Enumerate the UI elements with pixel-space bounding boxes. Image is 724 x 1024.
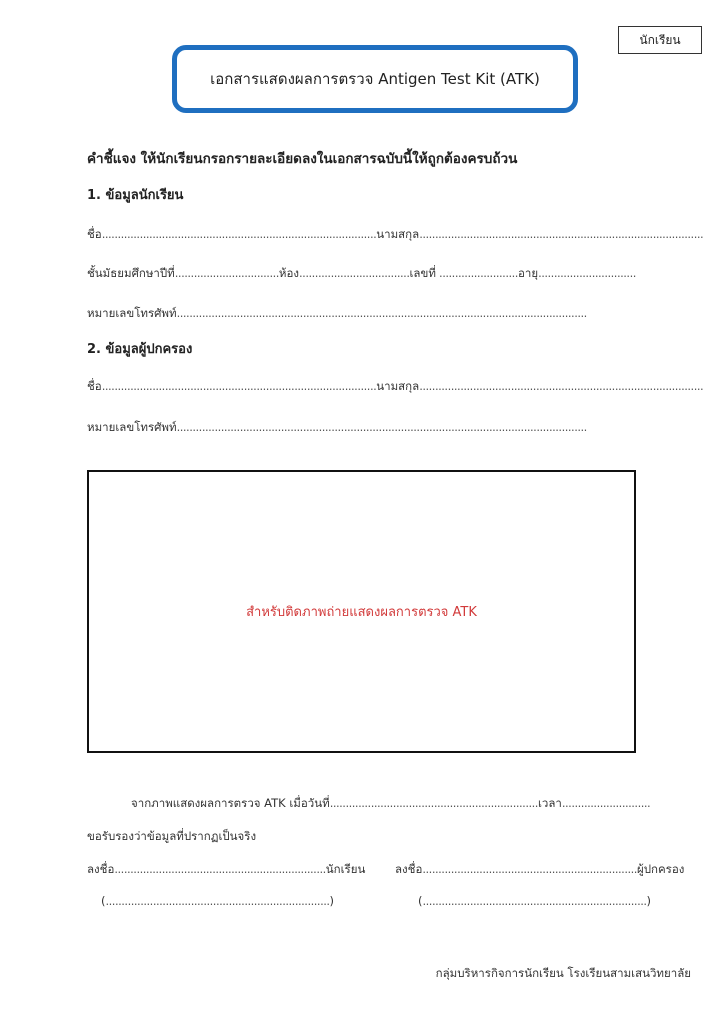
guardian-signature-row — [395, 861, 684, 879]
guardian-phone-row — [87, 419, 587, 437]
guardian-name-field[interactable]: ....................................................................................... — [101, 379, 377, 393]
student-paren-close: ) — [329, 894, 335, 908]
test-time-label: เวลา — [537, 796, 562, 810]
guardian-name-label: ชื่อ — [87, 379, 102, 393]
guardian-paren-open: ( — [418, 894, 423, 908]
test-time-field[interactable]: ............................ — [561, 796, 651, 810]
guardian-surname-field[interactable]: .......................................................................................... — [419, 379, 704, 393]
guardian-role-label: ผู้ปกครอง — [636, 862, 685, 876]
guardian-paren-close: ) — [646, 894, 652, 908]
test-date-label: จากภาพแสดงผลการตรวจ ATK เมื่อวันที่ — [131, 796, 330, 810]
guardian-section-heading: 2. ข้อมูลผู้ปกครอง — [87, 342, 193, 357]
guardian-printed-name-field[interactable]: ....................................................................... — [422, 894, 647, 908]
student-signature-row — [87, 861, 365, 879]
guardian-signature-field[interactable]: .................................................................... — [422, 862, 637, 876]
student-signature-field[interactable]: ................................................................... — [114, 862, 326, 876]
test-date-field[interactable]: .................................................................. — [329, 796, 538, 810]
instruction-text: คำชี้แจง ให้นักเรียนกรอกรายละเอียดลงในเอกสารฉบับนี้ให้ถูกต้องครบถ้วน — [87, 151, 518, 167]
student-paren-open: ( — [101, 894, 106, 908]
student-surname-label: นามสกุล — [376, 227, 420, 241]
student-printed-name-field[interactable]: ....................................................................... — [105, 894, 330, 908]
guardian-phone-field[interactable]: .................................................................................................................................. — [176, 420, 587, 434]
student-grade-field[interactable]: ................................. — [174, 266, 279, 280]
certification-statement: ขอรับรองว่าข้อมูลที่ปรากฏเป็นจริง — [87, 829, 257, 843]
guardian-surname-label: นามสกุล — [376, 379, 420, 393]
guardian-printed-name-row — [418, 894, 651, 908]
student-surname-field[interactable]: .......................................................................................... — [419, 227, 704, 241]
student-name-row — [87, 226, 703, 244]
document-title-box — [172, 45, 578, 113]
student-printed-name-row — [101, 894, 334, 908]
atk-photo-label: สำหรับติดภาพถ่ายแสดงผลการตรวจ ATK — [246, 605, 477, 620]
student-phone-row — [87, 305, 587, 323]
student-copy-tag: นักเรียน — [618, 26, 702, 54]
student-name-field[interactable]: ....................................................................................... — [101, 227, 377, 241]
student-age-field[interactable]: ............................... — [538, 266, 636, 280]
student-sign-label: ลงชื่อ — [87, 862, 115, 876]
student-name-label: ชื่อ — [87, 227, 102, 241]
student-grade-label: ชั้นมัธยมศึกษาปีที่ — [87, 266, 175, 280]
guardian-name-row — [87, 378, 703, 396]
student-age-label: อายุ — [517, 266, 539, 280]
student-role-label: นักเรียน — [325, 862, 366, 876]
guardian-phone-label: หมายเลขโทรศัพท์ — [87, 420, 177, 434]
student-number-label: เลขที่ — [409, 266, 436, 280]
student-room-label: ห้อง — [278, 266, 300, 280]
student-room-field[interactable]: ................................... — [299, 266, 410, 280]
test-date-row — [131, 795, 650, 813]
student-number-field[interactable]: ......................... — [435, 266, 518, 280]
student-phone-field[interactable]: .................................................................................................................................. — [176, 306, 587, 320]
student-section-heading: 1. ข้อมูลนักเรียน — [87, 188, 184, 203]
student-phone-label: หมายเลขโทรศัพท์ — [87, 306, 177, 320]
document-title: เอกสารแสดงผลการตรวจ Antigen Test Kit (ATK) — [210, 70, 540, 88]
guardian-sign-label: ลงชื่อ — [395, 862, 423, 876]
footer-department: กลุ่มบริหารกิจการนักเรียน โรงเรียนสามเสนวิทยาลัย — [435, 966, 691, 980]
student-grade-row — [87, 265, 636, 283]
atk-photo-box[interactable] — [87, 470, 636, 753]
